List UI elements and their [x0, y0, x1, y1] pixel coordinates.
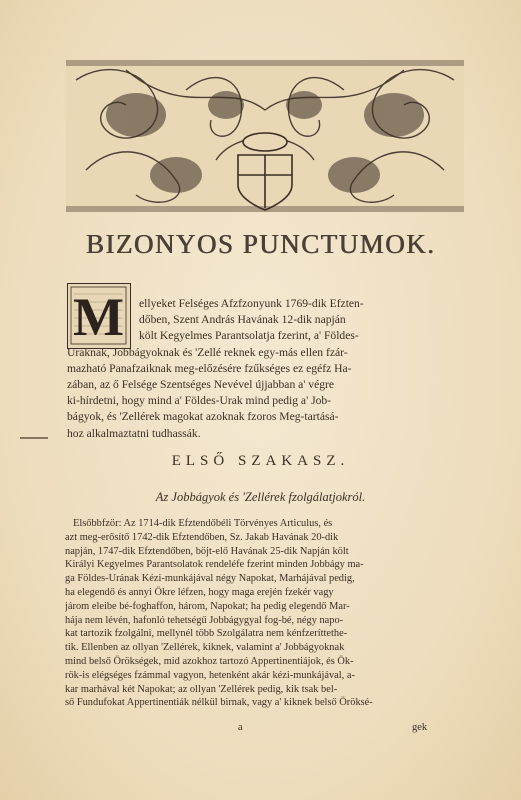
intro-line: Uraknak, Jobbágyoknak és 'Zellé reknek egy-más ellen fzár- — [67, 345, 348, 359]
body-line: kar marhával két Napokat; az ollyan 'Zellérek pedig, kik tsak bel- — [65, 683, 338, 695]
body-line: ga Földes-Urának Kézi-munkájával négy Napokat, Marhájával pedig, — [65, 573, 355, 585]
ornamental-headpiece — [66, 60, 464, 212]
intro-line: ki-hírdetni, hogy mind a' Földes-Urak mind pedig a' Job- — [67, 394, 332, 408]
section-subheading: Az Jobbágyok és 'Zellérek fzolgálatjokról. — [155, 490, 366, 504]
body-paragraph — [65, 517, 465, 710]
intro-line: hoz alkalmaztatni tudhassák. — [67, 426, 201, 440]
body-line: napján, 1747-dik Efztendőben, böjt-elő Havának 25-dik Napján költ — [65, 545, 349, 557]
intro-paragraph — [67, 296, 462, 442]
body-line: Királyi Kegyelmes Parantsolatok rendeléfe fzerint minden Jobbágy ma- — [65, 559, 364, 571]
initial-letter: M — [73, 287, 124, 347]
intro-line: dőben, Szent András Havának 12-dik napján — [139, 313, 346, 327]
catchword: gek — [412, 722, 428, 733]
body-line: hája nem lévén, hafonló tehetségű Jobbágygyal fog-bé, négy napo- — [65, 614, 344, 626]
signature-mark: a — [238, 722, 243, 733]
intro-line: költ Kegyelmes Parantsolatja fzerint, a' Földes- — [139, 329, 359, 343]
body-line: ső Fundufokat Appertinentiák nélkül birnak, vagy a' kiknek belső Öröksé- — [65, 697, 373, 709]
section-heading: ELSŐ SZAKASZ. — [171, 453, 350, 469]
body-line: kat tartozik fzolgálni, mellynél több Szolgálatra nem kénfzeríttethe- — [65, 628, 348, 640]
intro-line: bágyok, és 'Zellérek magokat azoknak fzoros Meg-tartásá- — [67, 410, 339, 424]
body-line: ha elegendő és annyi Ökre léfzen, hogy maga erején fzekér vagy — [65, 586, 334, 598]
body-line: tik. Ellenben az ollyan 'Zellérek, kiknek, valamint a' Jobbágyoknak — [65, 642, 345, 654]
margin-mark — [20, 437, 48, 439]
intro-line: mazható Panafzaiknak meg-előzésére fzűkséges ez egéfz Ha- — [67, 361, 352, 375]
intro-line: ellyeket Felséges Afzfzonyunk 1769-dik Efzten- — [139, 297, 364, 310]
page-title: BIZONYOS PUNCTUMOK. — [85, 229, 436, 259]
body-line: mind belső Örökségek, mid azokhoz tartozó Appertinentiájok, és Ök- — [65, 655, 354, 667]
body-line: rök-is elégséges fzámmal vagyon, hetenként akár kézi-munkájával, a- — [65, 669, 355, 681]
body-line: járom eleibe bé-foghaffon, három, Napokat; ha pedig elegendő Mar- — [65, 600, 350, 612]
intro-line: zában, az ő Felsége Szentséges Nevével újjabban a' végre — [67, 378, 335, 392]
body-line: Elsőbbfzör: Az 1714-dik Efztendőbéli Törvényes Articulus, és — [73, 518, 333, 529]
body-line: azt meg-erősítő 1742-dik Efztendőben, Sz. Jakab Havának 20-dik — [65, 531, 339, 543]
